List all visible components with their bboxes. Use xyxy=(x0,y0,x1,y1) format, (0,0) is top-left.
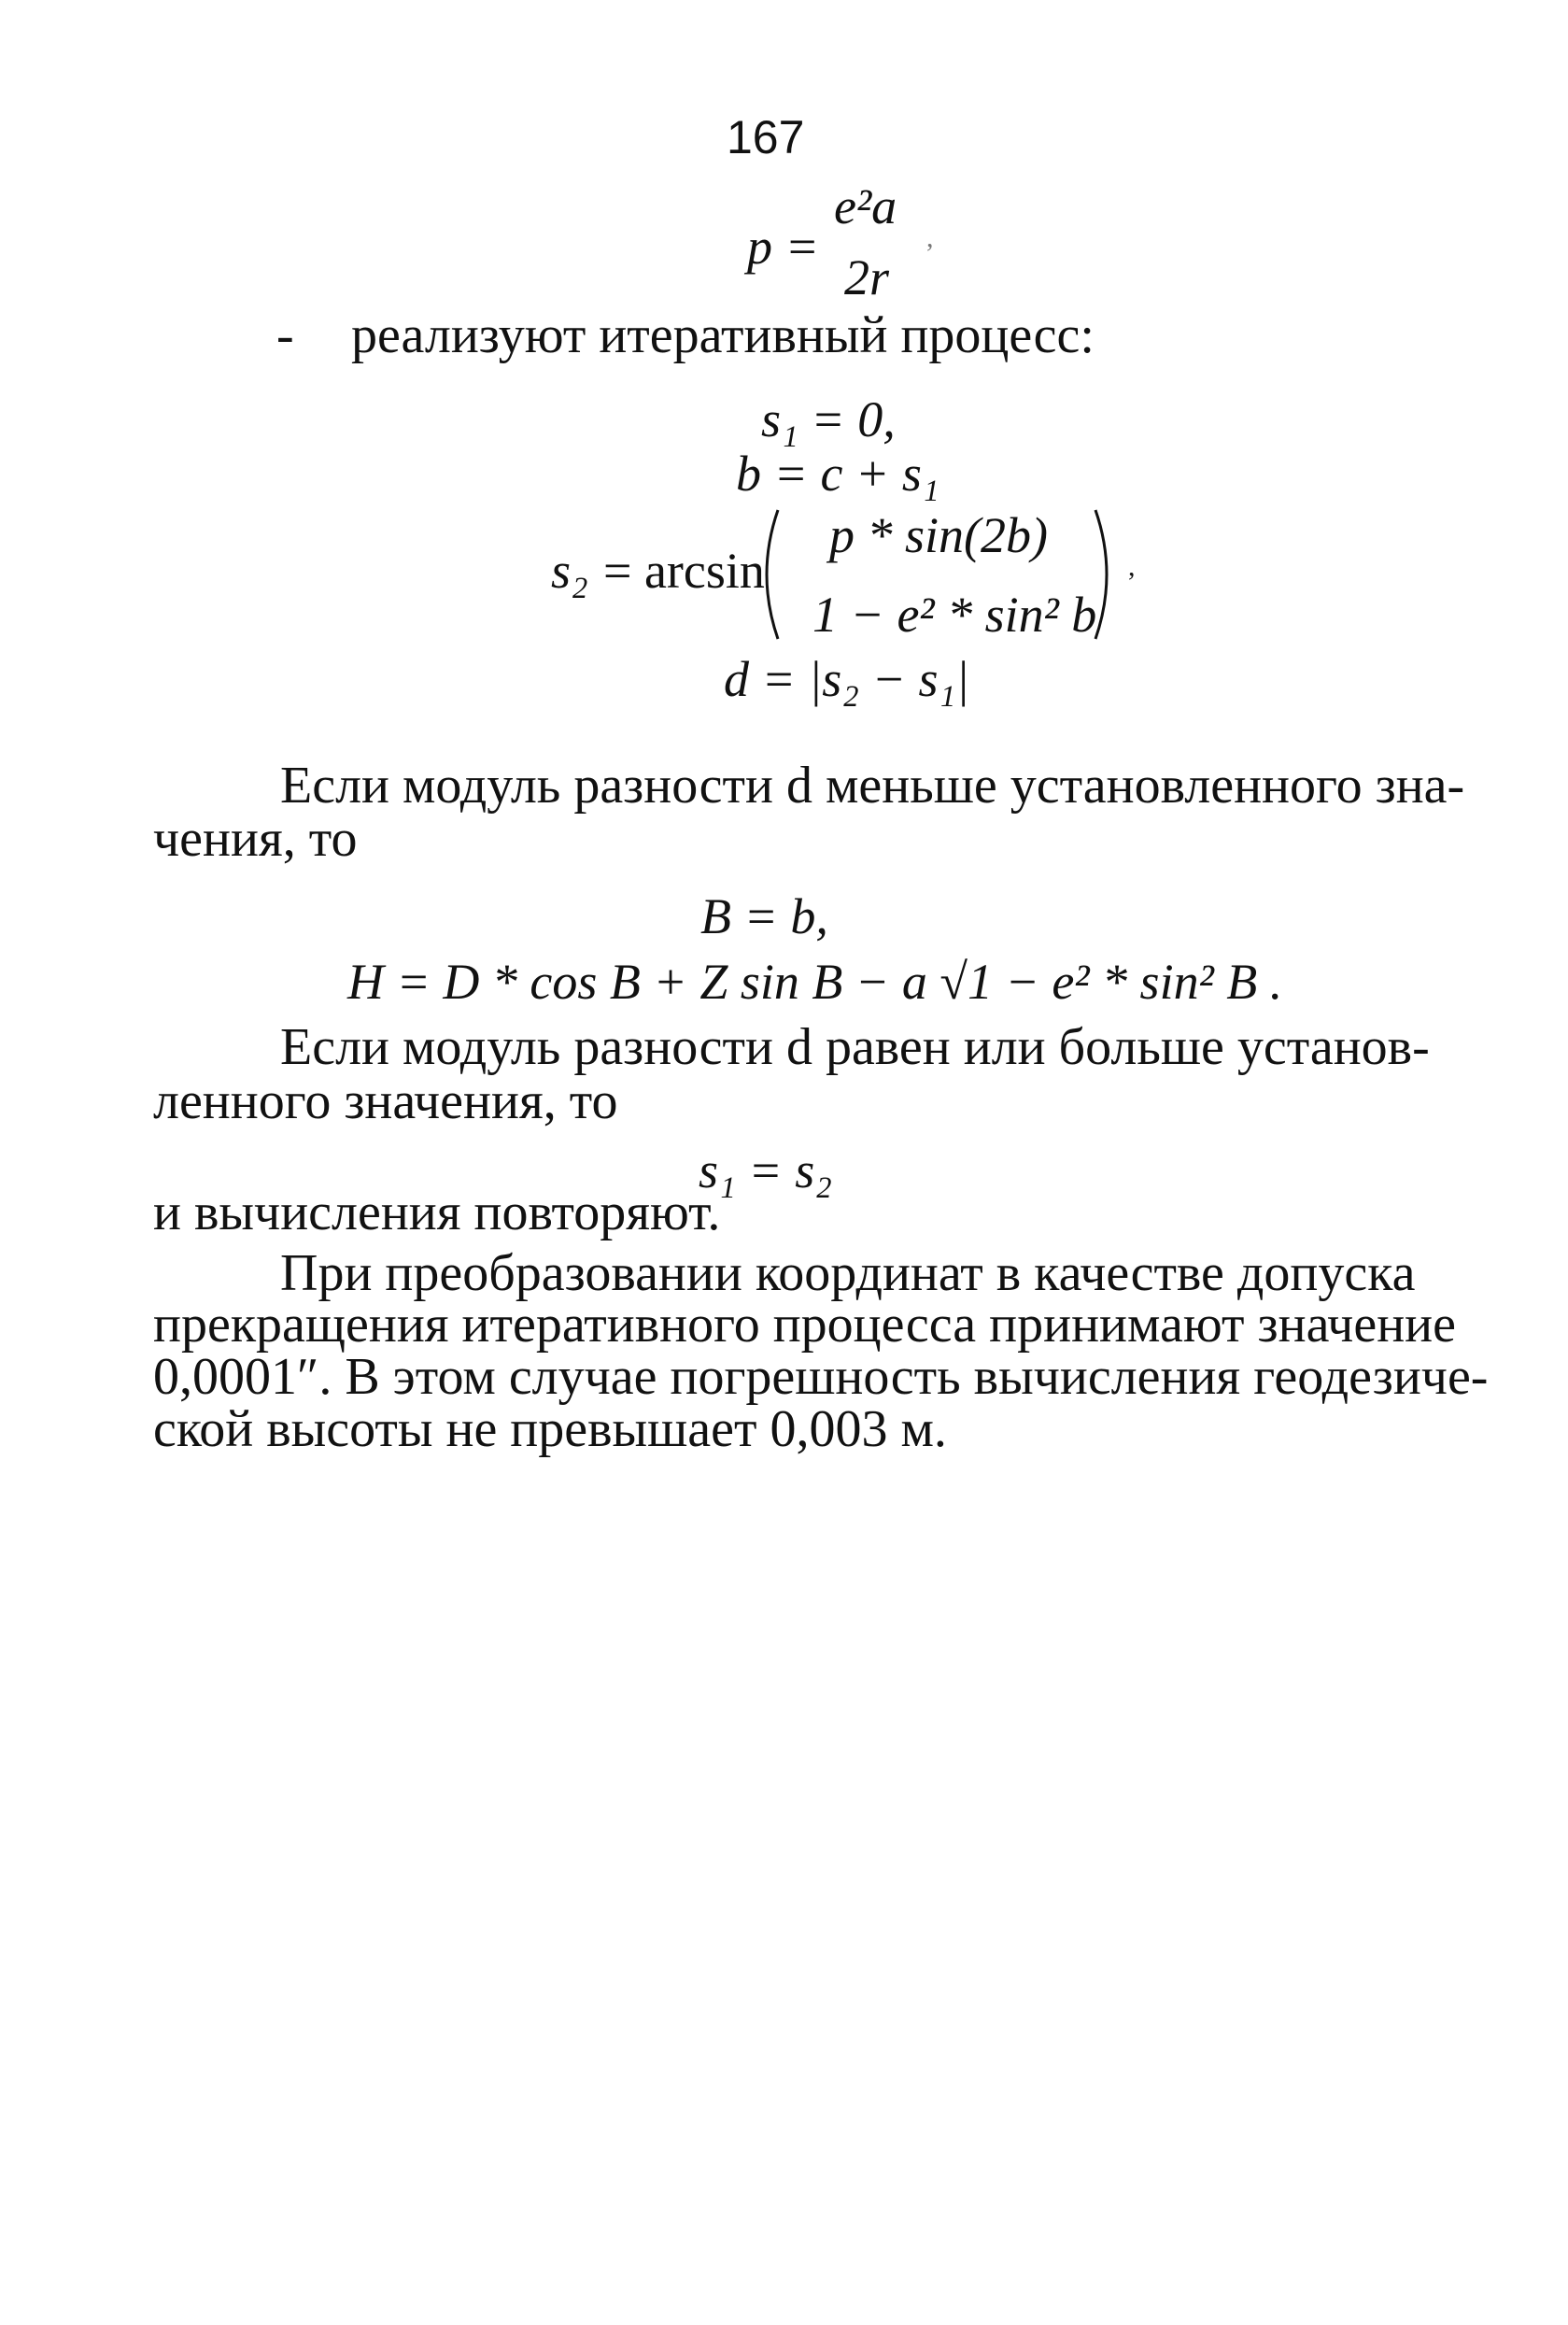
bullet-text: реализуют итеративный процесс: xyxy=(351,306,1095,364)
s2-numerator: p * sin(2b) xyxy=(829,507,1048,563)
formula-p-numerator: e²a xyxy=(834,178,897,234)
iteration-line4: d = |s₂ − s₁| xyxy=(724,651,970,707)
iteration-line1: s₁ = 0, xyxy=(761,391,896,447)
left-paren xyxy=(767,510,778,639)
s2-trail: , xyxy=(1128,551,1136,582)
para4-line4: ской высоты не превышает 0,003 м. xyxy=(153,1400,947,1458)
para4-line1: При преобразовании координат в качестве допуска xyxy=(280,1244,1416,1302)
para3: и вычисления повторяют. xyxy=(153,1184,721,1241)
formula-p-denominator: 2r xyxy=(844,249,890,305)
s2-lhs: s₂ xyxy=(551,543,588,599)
page-number: 167 xyxy=(727,111,805,163)
para2-line2: ленного значения, то xyxy=(153,1072,618,1130)
para1-line2: чения, то xyxy=(153,810,358,868)
s2-arcsin: = arcsin xyxy=(603,543,765,599)
s2-denominator: 1 − e² * sin² b xyxy=(812,587,1097,643)
formula-p-trail: , xyxy=(926,222,934,253)
iteration-line2: b = c + s₁ xyxy=(736,446,939,502)
bullet-dash: - xyxy=(276,306,294,364)
para4-line3: 0,0001″. В этом случае погрешность вычисления геодезиче- xyxy=(153,1348,1489,1406)
result-line1: B = b, xyxy=(700,888,828,944)
right-paren xyxy=(1095,510,1107,639)
para4-line2: прекращения итеративного процесса принимают значение xyxy=(153,1296,1456,1354)
result-line2: H = D * cos B + Z sin B − a √1 − e² * sin² B . xyxy=(347,954,1283,1010)
para1-line1: Если модуль разности d меньше установленного зна- xyxy=(280,757,1465,815)
formula-p-lhs: p = xyxy=(747,219,819,275)
para2-line1: Если модуль разности d равен или больше установ- xyxy=(280,1018,1430,1076)
assign-formula: s₁ = s₂ xyxy=(699,1142,833,1198)
